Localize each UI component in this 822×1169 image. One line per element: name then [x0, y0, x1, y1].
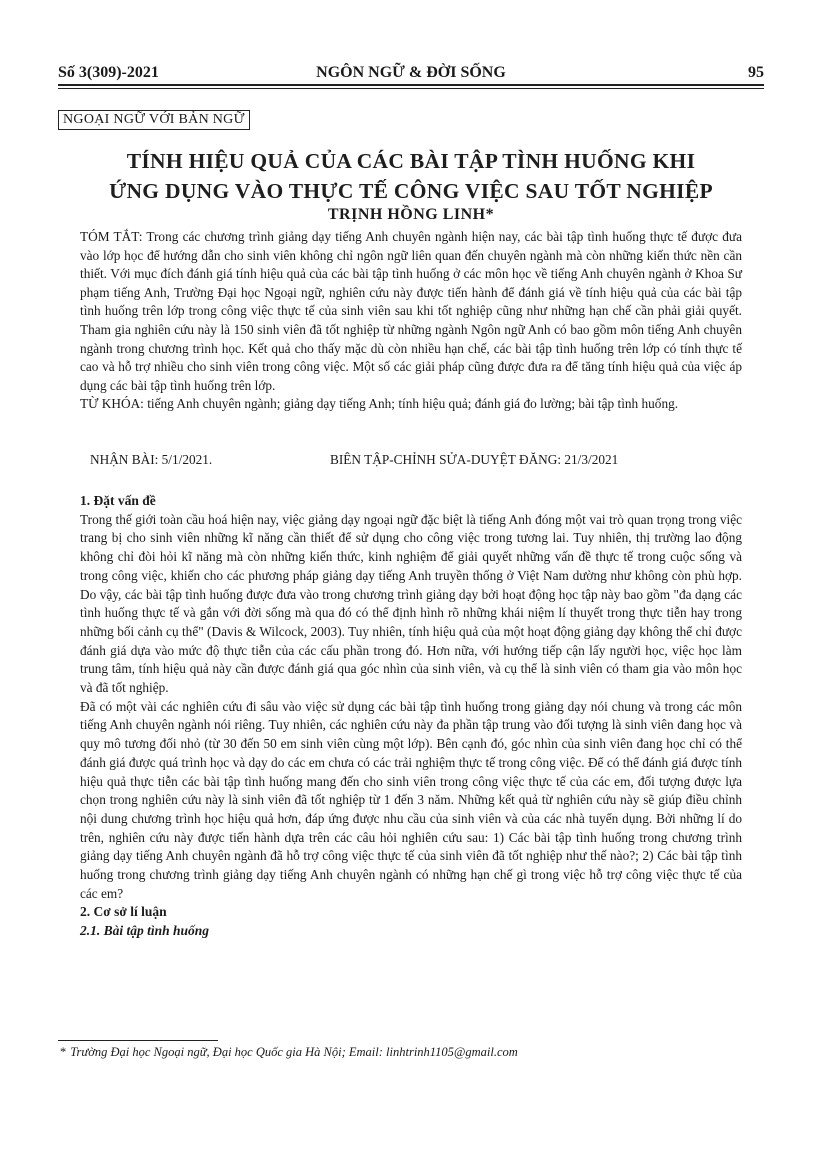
section-1-heading: 1. Đặt vấn đề: [80, 493, 156, 508]
received-date: NHẬN BÀI: 5/1/2021.: [90, 452, 213, 467]
paragraph-2: Đã có một vài các nghiên cứu đi sâu vào việc sử dụng các bài tập tình huống trong giảng dạy nói chung và trong các môn tiếng Anh chuyên ngành nói riêng. Tuy nhiên, các nghiên cứu này đa phần tập trung vào đối tượng là sinh viên đang học và quy mô tương đối nhỏ (từ 30 đến 50 em sinh viên cùng một lớp). Bên cạnh đó, góc nhìn của sinh viên đang học chỉ có thể đánh giá được quá trình học và dạy do các em chưa có các trải nghiệm thực tế trong công việc. Để có thể đánh giá được tính hiệu quả thực tiễn các bài tập tình huống mang đến cho sinh viên trong công việc thực tế của các em, đối tượng được lựa chọn trong nghiên cứu này là sinh viên đã tốt nghiệp từ 1 đến 3 năm. Những kết quả từ nghiên cứu này sẽ giúp điều chỉnh nội dung chương trình học hiệu quả hơn, đáp ứng được nhu cầu của sinh viên và của các nhà tuyển dụng. Bởi những lí do trên, nghiên cứu này được tiến hành dựa trên các câu hỏi nghiên cứu sau: 1) Các bài tập tình huống trong chương trình giảng dạy tiếng Anh chuyên ngành đã hỗ trợ công việc thực tế của sinh viên đã tốt nghiệp như thế nào?; 2) Các bài tập tình huống trong chương trình giảng dạy tiếng Anh chuyên ngành có những hạn chế gì trong việc hỗ trợ công việc thực tế của các em?: [80, 698, 742, 901]
article-title: [58, 146, 764, 206]
header-rule: [58, 84, 764, 89]
keywords: TỪ KHÓA: tiếng Anh chuyên ngành; giảng dạy tiếng Anh; tính hiệu quả; đánh giá đo lường; bài tập tình huống.: [80, 396, 679, 412]
title-line-1: TÍNH HIỆU QUẢ CỦA CÁC BÀI TẬP TÌNH HUỐNG KHI: [126, 149, 696, 173]
section-tag: NGOẠI NGỮ VỚI BẢN NGỮ: [58, 110, 250, 130]
abstract-block: [80, 228, 742, 414]
accepted-date: BIÊN TẬP-CHỈNH SỬA-DUYỆT ĐĂNG: 21/3/2021: [330, 452, 619, 467]
footnote-marker: *: [60, 1045, 67, 1059]
title-line-2: ỨNG DỤNG VÀO THỰC TẾ CÔNG VIỆC SAU TỐT NGHIỆP: [109, 179, 713, 203]
page-number: 95: [748, 64, 764, 81]
footnote: [60, 1045, 742, 1060]
issue-number: Số 3(309)-2021: [58, 64, 159, 81]
author-name: TRỊNH HỒNG LINH*: [327, 206, 495, 223]
footnote-rule: [58, 1040, 218, 1041]
paragraph-1: Trong thế giới toàn cầu hoá hiện nay, việc giảng dạy ngoại ngữ đặc biệt là tiếng Anh đóng một vai trò quan trọng trong việc trang bị cho sinh viên những kĩ năng cần thiết để sử dụng cho công việc trong tương lai. Tuy nhiên, thị trường lao động không chỉ đòi hỏi kĩ năng mà còn những kiến thức, kinh nghiệm để giải quyết những vấn đề thực tế trong cuộc sống và trong công việc, khiến cho các phương pháp giảng dạy tiếng Anh truyền thống ở Việt Nam dường như không còn phù hợp. Do vậy, các bài tập tình huống được đưa vào trong chương trình giảng dạy bởi hoạt động học tập này bao gồm "đa dạng các tình huống thực tế và gắn với đời sống mà qua đó có thể định hình rõ những khái niệm lí thuyết trong thực tiễn hay trong những bối cảnh cụ thể" (Davis & Wilcock, 2003). Tuy nhiên, tính hiệu quả của một hoạt động giảng dạy không thể chỉ được đánh giá dựa vào mức độ thực tiễn của các cấu phần trong đó. Hơn nữa, với hướng tiếp cận lấy người học, việc học làm trung tâm, tính hiệu quả này cần được đánh giá qua góc nhìn của sinh viên, và cụ thể là sinh viên có tham gia vào môn học và đã tốt nghiệp.: [80, 511, 742, 696]
page-header: [58, 58, 764, 82]
abstract-text: TÓM TẮT: Trong các chương trình giảng dạy tiếng Anh chuyên ngành hiện nay, các bài tập tình huống thực tế được đưa vào lớp học để hướng dẫn cho sinh viên không chỉ ngôn ngữ liên quan đến chuyên ngành mà còn những kiến thức nền cần thiết. Với mục đích đánh giá tính hiệu quả của các bài tập tình huống ở các môn học về tiếng Anh chuyên ngành ở Khoa Sư phạm tiếng Anh, Trường Đại học Ngoại ngữ, nghiên cứu này được tiến hành để đánh giá về tính hiệu quả của các bài tập tình huống trên lớp trong công việc thực tế của sinh viên sau khi tốt nghiệp cũng như những hạn chế cần phải giải quyết. Tham gia nghiên cứu này là 150 sinh viên đã tốt nghiệp từ những ngành Ngôn ngữ Anh có bao gồm môn tiếng Anh chuyên ngành trong chương trình học. Kết quả cho thấy mặc dù còn nhiều hạn chế, các bài tập tình huống trên lớp có tính thực tế cao và hỗ trợ nhiều cho sinh viên trong công việc. Một số các giải pháp cũng được đưa ra để tăng tính hiệu quả của việc áp dụng các bài tập tình huống trên lớp.: [80, 229, 742, 393]
section-2-1-heading: 2.1. Bài tập tình huống: [80, 923, 210, 939]
article-body: [80, 492, 742, 941]
article-dates: [80, 452, 742, 468]
footnote-text: Trường Đại học Ngoại ngữ, Đại học Quốc gia Hà Nội; Email: linhtrinh1105@gmail.com: [70, 1045, 518, 1059]
journal-name: NGÔN NGỮ & ĐỜI SỐNG: [316, 64, 506, 81]
section-2-heading: 2. Cơ sở lí luận: [80, 904, 167, 920]
